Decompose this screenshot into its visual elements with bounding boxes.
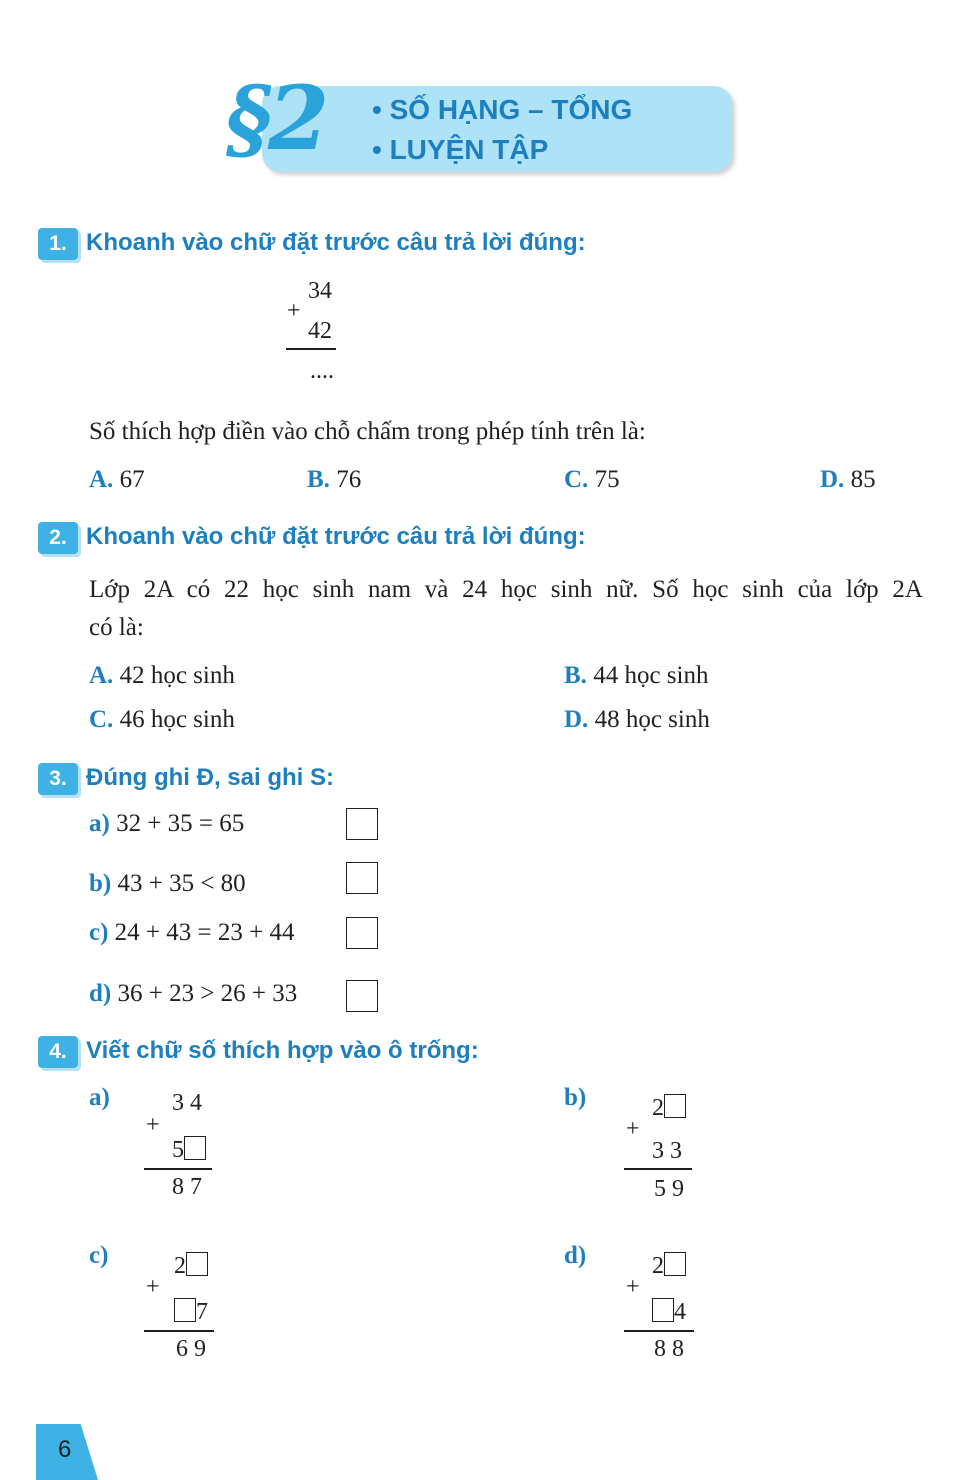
q4c-blank-box-bottom[interactable] bbox=[174, 1298, 196, 1322]
q4b-top-operand bbox=[652, 1094, 686, 1122]
option-text: 76 bbox=[336, 466, 362, 493]
digit: 4 bbox=[674, 1299, 686, 1325]
q4c-top-operand bbox=[174, 1252, 208, 1280]
option-text: 85 bbox=[850, 466, 876, 493]
q1-top-operand: 34 bbox=[308, 278, 332, 304]
q4a-result: 8 7 bbox=[172, 1174, 202, 1200]
q4b-blank-box[interactable] bbox=[664, 1094, 686, 1118]
q2-text-line-2: có là: bbox=[89, 614, 144, 641]
option-letter: D. bbox=[820, 466, 845, 493]
q3-title: Đúng ghi Đ, sai ghi S: bbox=[86, 764, 334, 791]
item-expression: 32 + 35 = 65 bbox=[116, 810, 245, 837]
option-letter: A. bbox=[89, 662, 114, 689]
q3-item-c bbox=[89, 919, 294, 947]
q1-title: Khoanh vào chữ đặt trước câu trả lời đúng: bbox=[86, 229, 586, 256]
q1-result: .... bbox=[310, 358, 334, 384]
q4d-result: 8 8 bbox=[654, 1336, 684, 1362]
q2-option-d[interactable] bbox=[564, 706, 710, 734]
q3-answer-box-c[interactable] bbox=[346, 917, 378, 949]
item-expression: 36 + 23 > 26 + 33 bbox=[117, 980, 298, 1007]
q4a-label: a) bbox=[89, 1084, 110, 1111]
q4c-blank-box-top[interactable] bbox=[186, 1252, 208, 1276]
q4d-top-operand bbox=[652, 1252, 686, 1280]
item-label: b) bbox=[89, 870, 112, 897]
option-letter: A. bbox=[89, 466, 114, 493]
option-letter: C. bbox=[89, 706, 114, 733]
option-text: 48 học sinh bbox=[594, 706, 710, 733]
q4c-label: c) bbox=[89, 1242, 109, 1269]
q2-option-b[interactable] bbox=[564, 662, 708, 690]
q4d-label: d) bbox=[564, 1242, 587, 1269]
q4b-label: b) bbox=[564, 1084, 587, 1111]
q1-option-c[interactable] bbox=[564, 466, 620, 494]
q4-number: 4. bbox=[38, 1036, 78, 1068]
option-text: 44 học sinh bbox=[593, 662, 709, 689]
q3-item-a bbox=[89, 810, 244, 838]
q4c-sum-line bbox=[144, 1330, 214, 1332]
q1-number: 1. bbox=[38, 228, 78, 260]
option-text: 42 học sinh bbox=[119, 662, 235, 689]
digit: 2 bbox=[174, 1253, 186, 1279]
option-letter: B. bbox=[564, 662, 587, 689]
q1-plus-sign: + bbox=[287, 298, 301, 324]
q4c-plus-sign: + bbox=[146, 1274, 160, 1300]
option-letter: C. bbox=[564, 466, 589, 493]
q4c-result: 6 9 bbox=[176, 1336, 206, 1362]
q1-bottom-operand: 42 bbox=[308, 318, 332, 344]
item-expression: 43 + 35 < 80 bbox=[117, 870, 246, 897]
q3-item-b bbox=[89, 870, 246, 898]
digit: 2 bbox=[652, 1095, 664, 1121]
q1-sum-line bbox=[286, 348, 336, 350]
q1-option-a[interactable] bbox=[89, 466, 145, 494]
q4-title: Viết chữ số thích hợp vào ô trống: bbox=[86, 1037, 479, 1064]
option-text: 67 bbox=[119, 466, 145, 493]
option-text: 46 học sinh bbox=[119, 706, 235, 733]
digit: 2 bbox=[652, 1253, 664, 1279]
q3-answer-box-b[interactable] bbox=[346, 862, 378, 894]
item-label: c) bbox=[89, 919, 109, 946]
q4c-bottom-operand bbox=[174, 1298, 208, 1326]
option-letter: B. bbox=[307, 466, 330, 493]
q3-answer-box-a[interactable] bbox=[346, 808, 378, 840]
q2-number: 2. bbox=[38, 522, 78, 554]
q1-question: Số thích hợp điền vào chỗ chấm trong phép tính trên là: bbox=[89, 418, 646, 445]
q4b-plus-sign: + bbox=[626, 1116, 640, 1142]
option-text: 75 bbox=[594, 466, 620, 493]
q2-option-a[interactable] bbox=[89, 662, 235, 690]
q4a-bottom-operand bbox=[172, 1136, 206, 1164]
q4d-sum-line bbox=[624, 1330, 694, 1332]
q4d-plus-sign: + bbox=[626, 1274, 640, 1300]
q3-answer-box-d[interactable] bbox=[346, 980, 378, 1012]
header-line-2: • LUYỆN TẬP bbox=[372, 134, 549, 165]
q4a-blank-box[interactable] bbox=[184, 1136, 206, 1160]
q4d-blank-box-top[interactable] bbox=[664, 1252, 686, 1276]
q1-option-d[interactable] bbox=[820, 466, 876, 494]
q4a-top-operand: 3 4 bbox=[172, 1090, 202, 1116]
digit: 5 bbox=[172, 1137, 184, 1163]
digit: 7 bbox=[196, 1299, 208, 1325]
q2-option-c[interactable] bbox=[89, 706, 235, 734]
section-number: §2 bbox=[226, 66, 326, 170]
item-label: a) bbox=[89, 810, 110, 837]
q4d-bottom-operand bbox=[652, 1298, 686, 1326]
option-letter: D. bbox=[564, 706, 589, 733]
header-line-1: • SỐ HẠNG – TỔNG bbox=[372, 94, 633, 125]
q3-item-d bbox=[89, 980, 297, 1008]
q4b-bottom-operand: 3 3 bbox=[652, 1138, 682, 1164]
q4a-sum-line bbox=[144, 1168, 212, 1170]
q2-title: Khoanh vào chữ đặt trước câu trả lời đúng: bbox=[86, 523, 586, 550]
item-expression: 24 + 43 = 23 + 44 bbox=[114, 919, 295, 946]
q4b-sum-line bbox=[624, 1168, 692, 1170]
q3-number: 3. bbox=[38, 763, 78, 795]
item-label: d) bbox=[89, 980, 112, 1007]
q2-text-line-1: Lớp 2A có 22 học sinh nam và 24 học sinh nữ. Số học sinh của lớp 2A bbox=[89, 576, 923, 603]
q1-option-b[interactable] bbox=[307, 466, 361, 494]
q4d-blank-box-bottom[interactable] bbox=[652, 1298, 674, 1322]
q4b-result: 5 9 bbox=[654, 1176, 684, 1202]
page-number: 6 bbox=[58, 1436, 72, 1463]
q4a-plus-sign: + bbox=[146, 1112, 160, 1138]
